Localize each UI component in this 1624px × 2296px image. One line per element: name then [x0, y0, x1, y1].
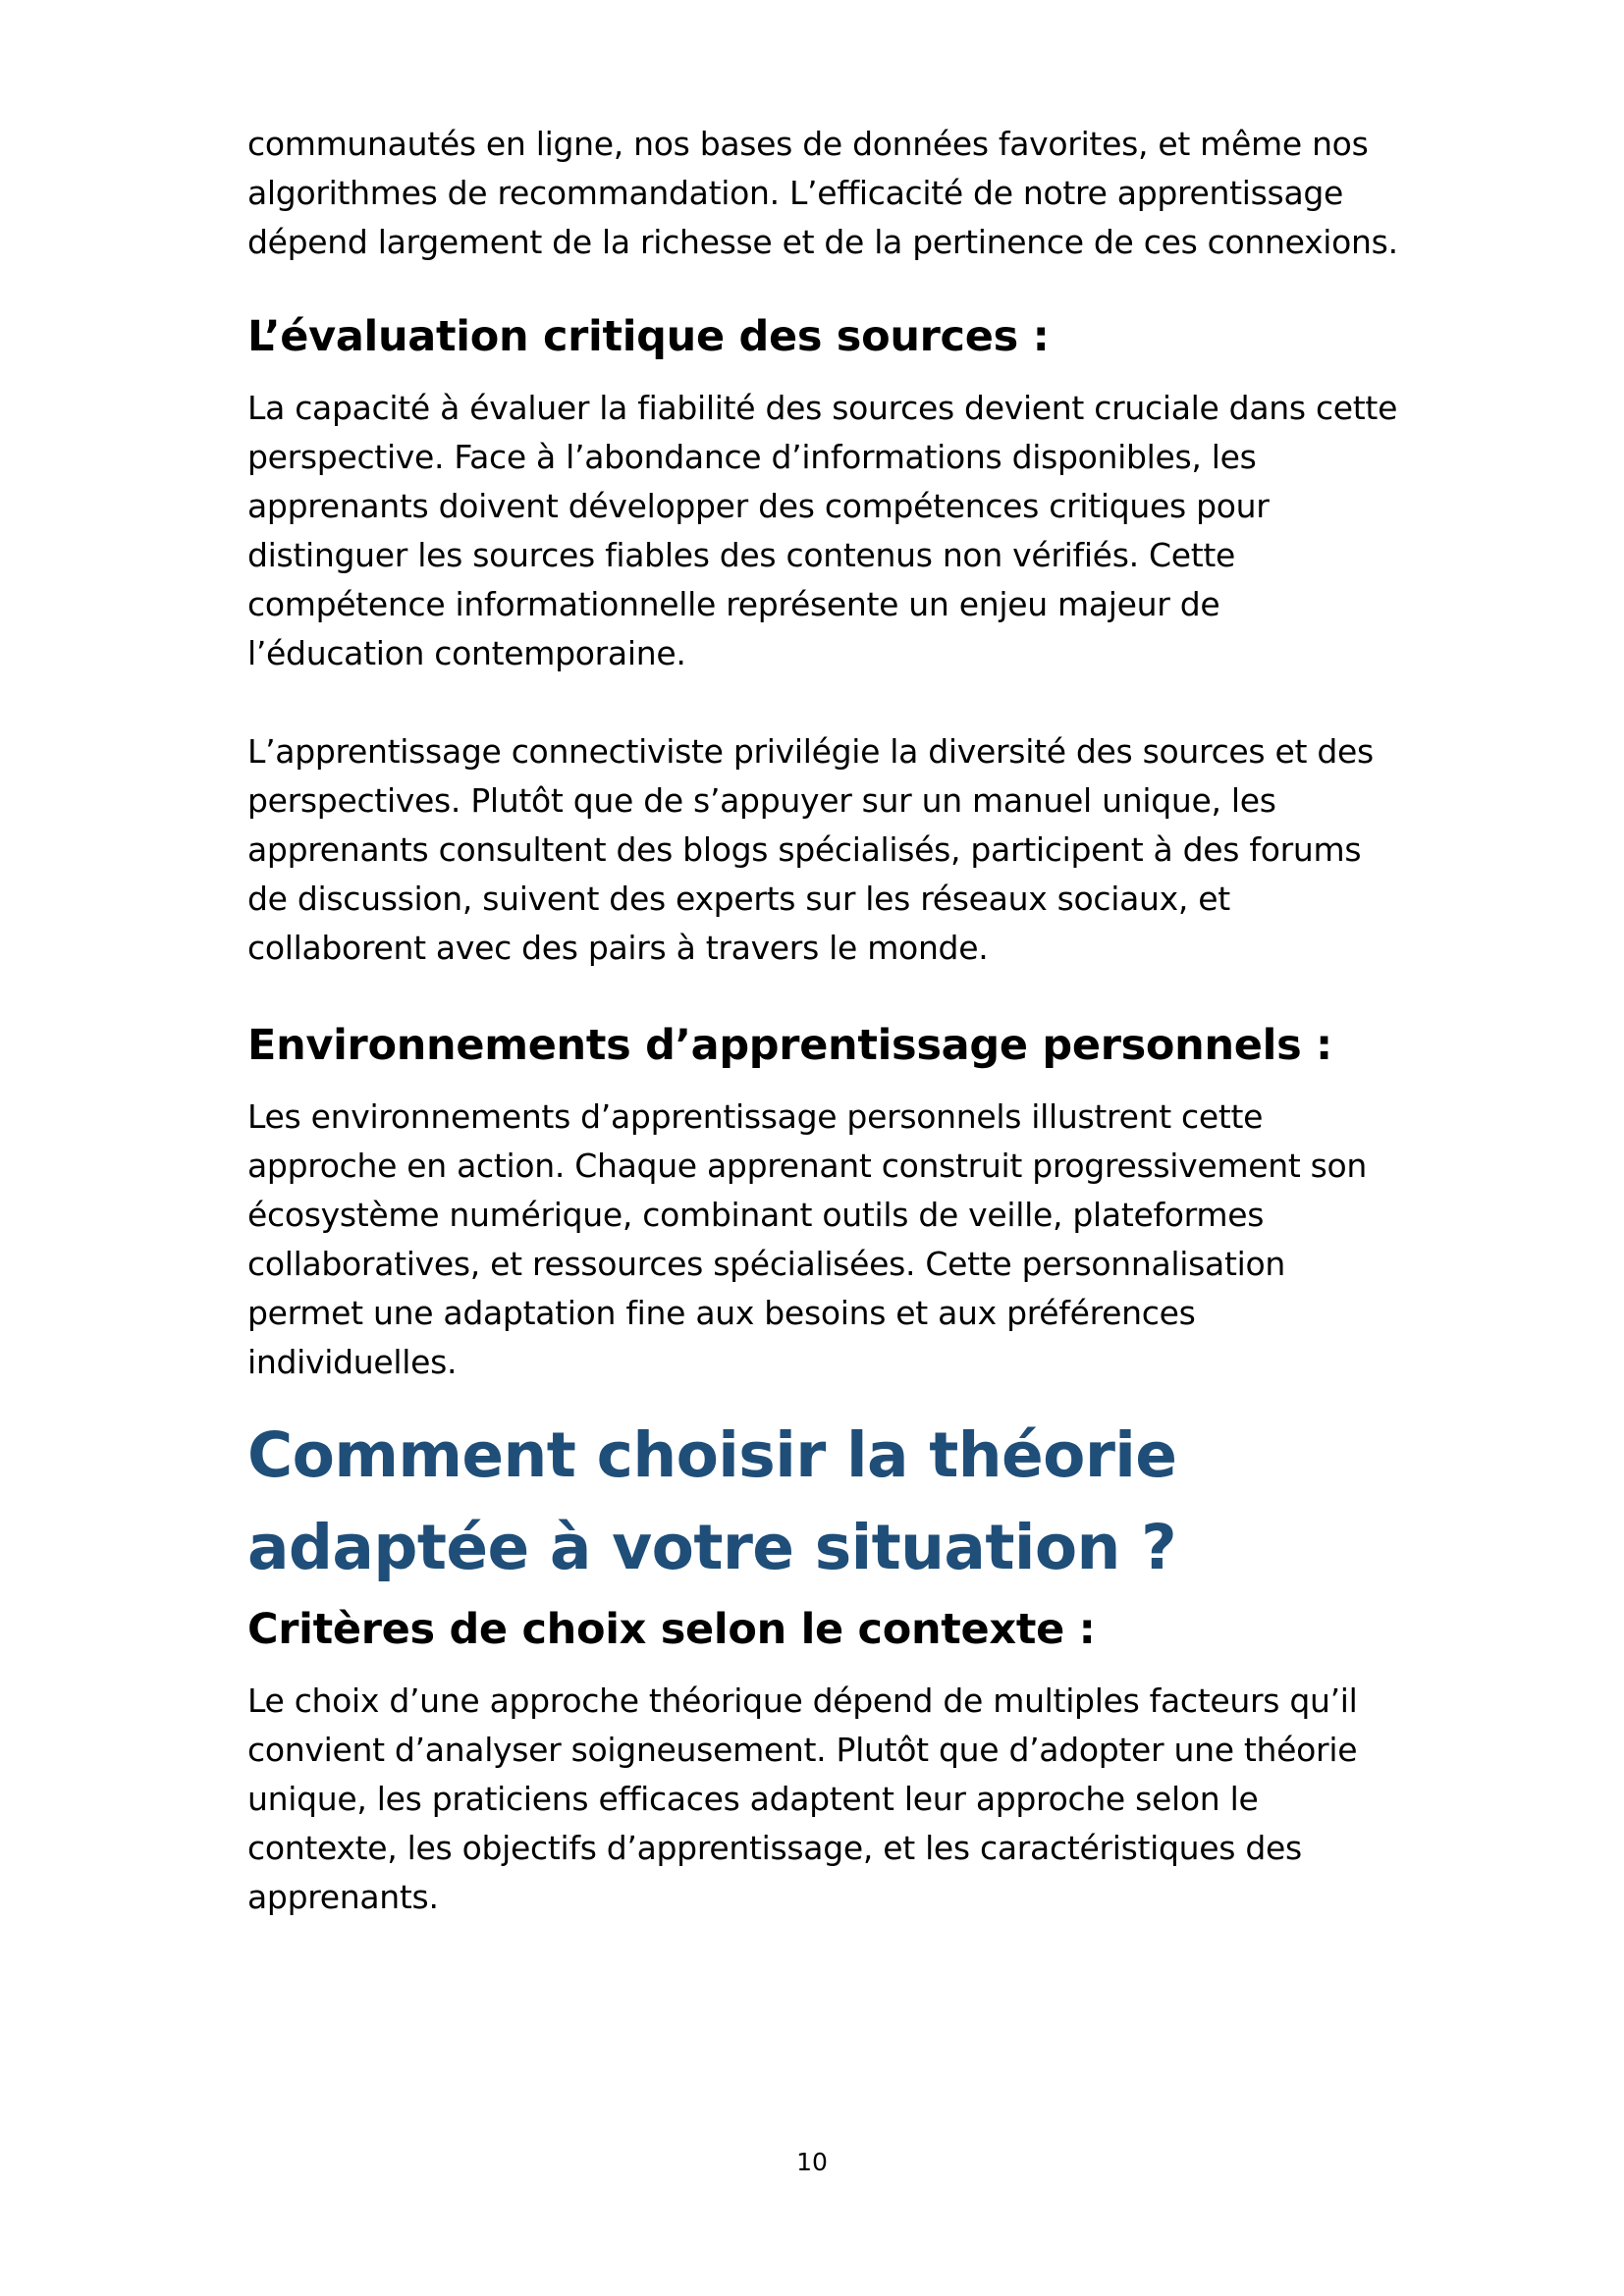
page-number: 10: [796, 2148, 828, 2176]
chapter-heading: Comment choisir la théorie adaptée à votre situation ?: [247, 1419, 1177, 1583]
heading-environnements: Environnements d’apprentissage personnels :: [247, 1021, 1332, 1070]
heading-evaluation-critique: L’évaluation critique des sources :: [247, 312, 1050, 361]
heading-criteres: Critères de choix selon le contexte :: [247, 1605, 1096, 1654]
paragraph-fiabilite-sources: La capacité à évaluer la fiabilité des sources devient cruciale dans cette perspective. Face à l’abondance d’informations disponibles, les apprenants doivent développer des compétences critiques pour distinguer les sources fiables des contenus non vérifiés. Cette compétence informationnelle représente un enjeu majeur de l’éducation contemporaine.: [247, 389, 1398, 672]
paragraph-diversite-sources: L’apprentissage connectiviste privilégie la diversité des sources et des perspectives. Plutôt que de s’appuyer sur un manuel unique, les apprenants consultent des blogs spécialisés, participent à des forums de discussion, suivent des experts sur les réseaux sociaux, et collaborent avec des pairs à travers le monde.: [247, 732, 1374, 967]
paragraph-connexions: communautés en ligne, nos bases de données favorites, et même nos algorithmes de recommandation. L’efficacité de notre apprentissage dépend largement de la richesse et de la pertinence de ces connexions.: [247, 125, 1398, 261]
paragraph-environnements: Les environnements d’apprentissage personnels illustrent cette approche en action. Chaque apprenant construit progressivement son écosystème numérique, combinant outils de veille, plateformes collaboratives, et ressources spécialisées. Cette personnalisation permet une adaptation fine aux besoins et aux préférences individuelles.: [247, 1097, 1368, 1381]
page-content: [247, 120, 1406, 1922]
paragraph-choix-approche: Le choix d’une approche théorique dépend de multiples facteurs qu’il convient d’analyser soigneusement. Plutôt que d’adopter une théorie unique, les praticiens efficaces adaptent leur approche selon le contexte, les objectifs d’apprentissage, et les caractéristiques des apprenants.: [247, 1682, 1358, 1916]
